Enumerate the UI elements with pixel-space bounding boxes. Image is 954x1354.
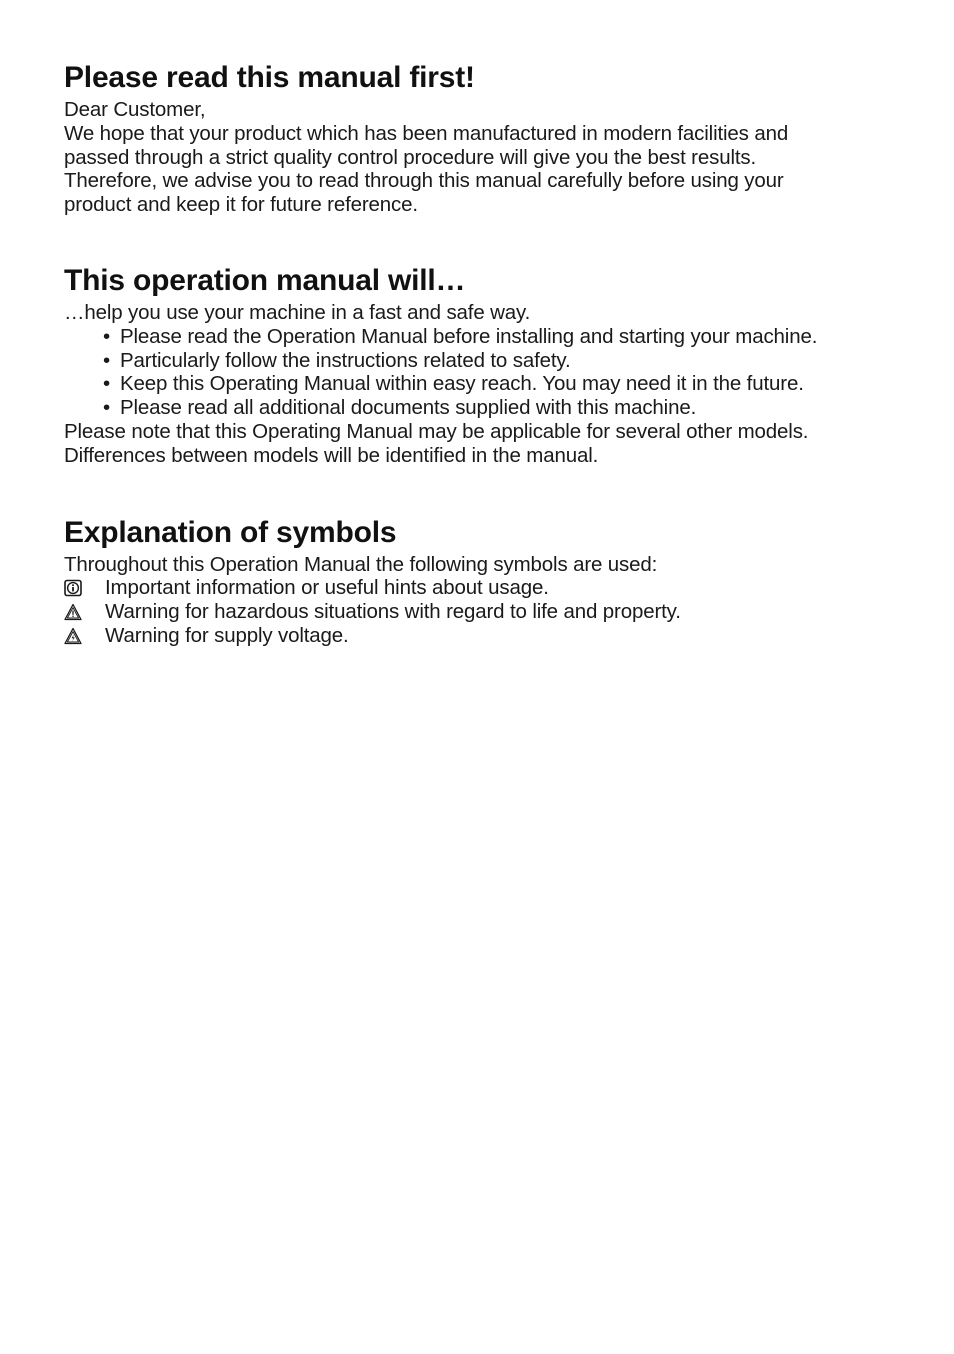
symbol-row-warning [64,600,894,624]
paragraph-line: product and keep it for future reference. [64,193,418,217]
bullet-icon: • [103,372,111,396]
list-item [103,396,894,420]
symbol-description: Warning for supply voltage. [105,623,349,647]
list-item-text: Please read the Operation Manual before installing and starting your machine. [120,324,818,348]
section-explanation-of-symbols [64,513,894,648]
note-line: Please note that this Operating Manual may be applicable for several other models. [64,419,809,443]
section-operation-manual [64,261,894,468]
intro-text: …help you use your machine in a fast and safe way. [64,300,531,324]
intro-text: Throughout this Operation Manual the following symbols are used: [64,552,658,576]
symbol-description: Important information or useful hints about usage. [105,576,549,600]
section-title: Please read this manual first! [64,61,475,94]
list-item-text: Particularly follow the instructions related to safety. [120,348,571,372]
warning-triangle-icon [64,603,82,621]
bullet-icon: • [103,348,111,372]
list-item [103,372,894,396]
bullet-list [64,325,894,420]
symbol-row-voltage [64,624,894,648]
list-item-text: Please read all additional documents supplied with this machine. [120,396,697,420]
section-title: This operation manual will… [64,263,466,297]
section-read-manual-first [64,58,894,217]
list-item-text: Keep this Operating Manual within easy reach. You may need it in the future. [120,372,804,396]
info-icon [64,579,82,597]
greeting: Dear Customer, [64,98,206,121]
note-line: Differences between models will be identified in the manual. [64,443,599,467]
list-item [103,325,894,349]
voltage-warning-icon [64,627,82,645]
bullet-icon: • [103,396,111,420]
symbol-description: Warning for hazardous situations with regard to life and property. [105,600,681,624]
manual-page [64,58,894,648]
paragraph-line: passed through a strict quality control procedure will give you the best results. [64,145,757,169]
paragraph-line: We hope that your product which has been manufactured in modern facilities and [64,121,789,145]
paragraph-line: Therefore, we advise you to read through this manual carefully before using your [64,169,784,193]
bullet-icon: • [103,324,111,348]
list-item [103,349,894,373]
section-title: Explanation of symbols [64,515,397,549]
symbol-row-info [64,576,894,600]
